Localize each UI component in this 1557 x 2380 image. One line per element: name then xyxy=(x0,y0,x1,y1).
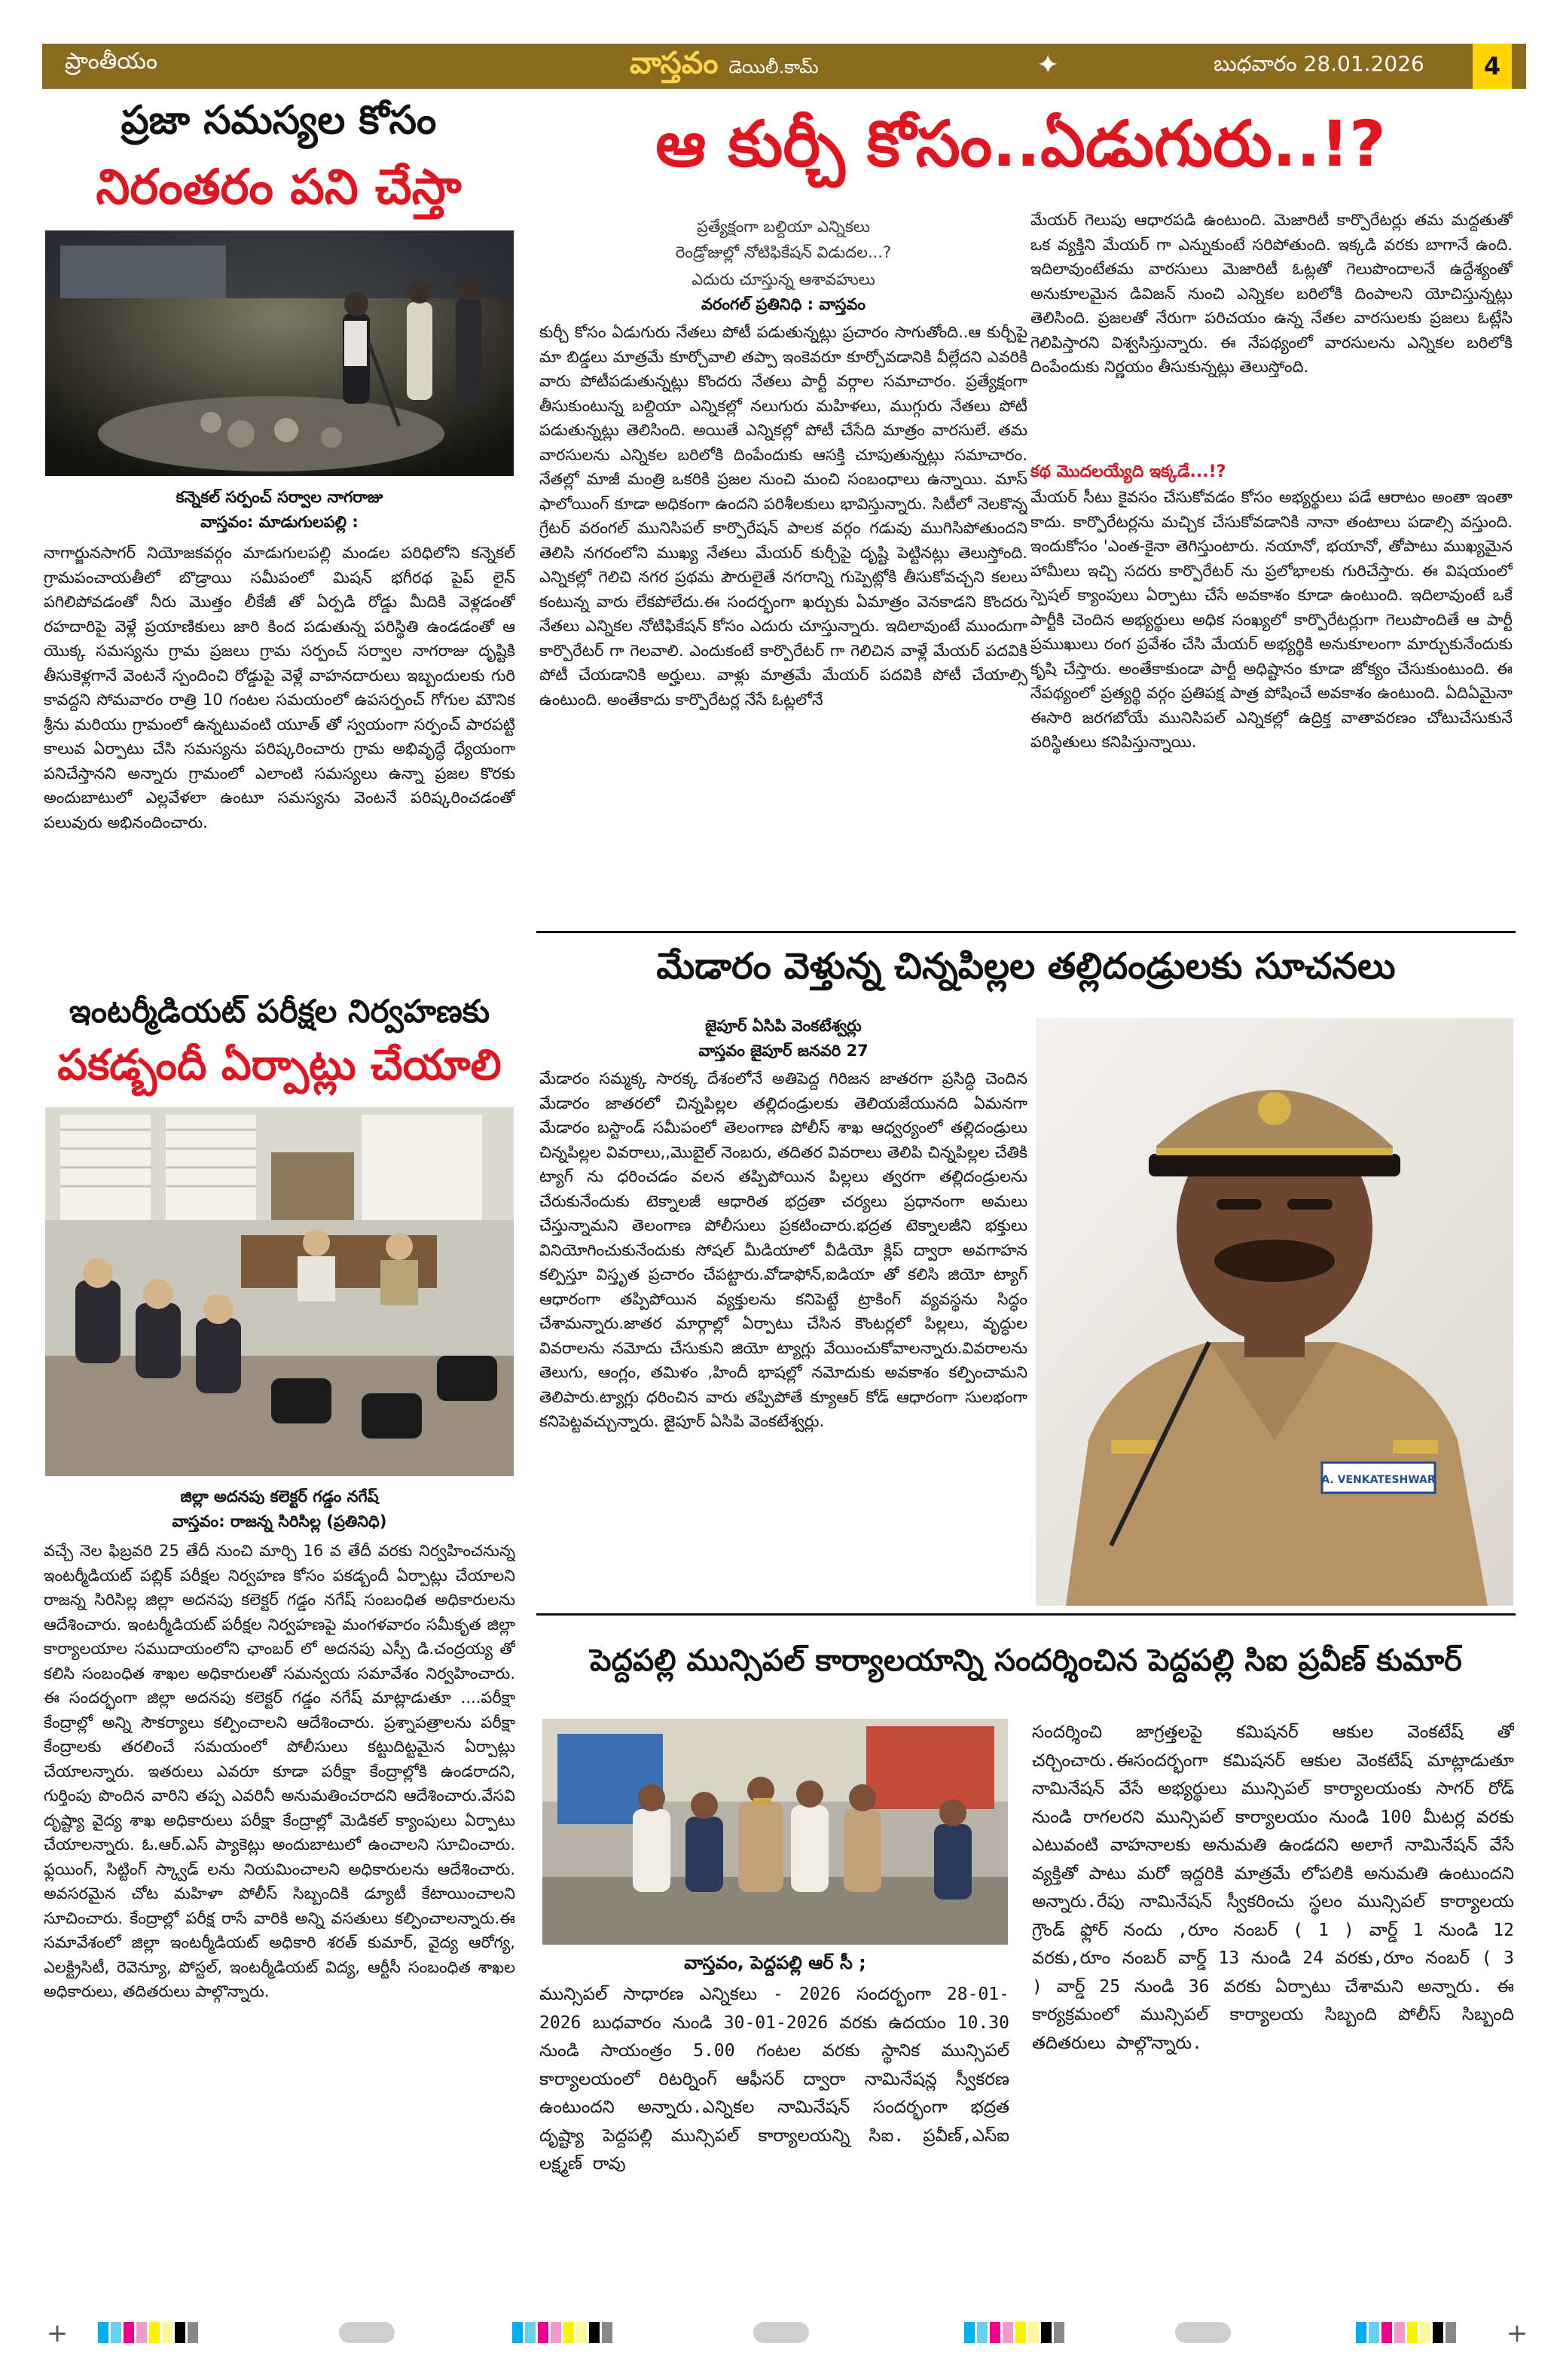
article3-body-col1: కుర్చీ కోసం ఏడుగురు నేతలు పోటీ పడుతున్నట్లు ప్రచారం సాగుతోంది..ఆ కుర్చీపై మా బిడ్డలు మాత్రమే కూర్చోవాలి తప్పా ఇంకెవరూ కూర్చోవడానికి వీల్లేదని ఎవరికి వారు పోటీపడుతున్నట్లు కొందరు నేతలు పార్టీ వర్గాల సమాచారం. ప్రత్యేక్షంగా తీసుకుంటున్న బల్దియా ఎన్నికల్లో నలుగురు మహిళలు, ముగ్గురు నేతలు పోటీ పడుతున్నట్లు తెలిసింది. అయితే ఎన్నికల్లో పోటీ చేసేది మాత్రం వారసులే. తమ వారసులను ఎన్నికల బరిలోకి దింపేందుకు ఆసక్తి చూపుతున్నట్లు సమాచారం. నేతల్లో మాజీ మంత్రి ఒకరికి ప్రజల నుంచి మంచి సంబంధాలు ఉన్నాయి. మాస్ ఫాలోయింగ్ కూడా అధికంగా ఉందని పరిశీలకులు భావిస్తున్నారు. సిటీలో నెలకొన్న గ్రేటర్ వరంగల్ మునిసిపల్ కార్పొరేషన్ పాలక వర్గం గడువు ముగిసిపోతుందని తెలిసి నగరంలోని ముఖ్య నేతలు మేయర్ కుర్చీపై దృష్టి పెట్టినట్లు తెలుస్తోంది. ఎన్నికల్లో గెలిచి నగర ప్రథమ పౌరులైతే నగరాన్ని గుప్పెట్లోకి తీసుకోవచ్చని కలలు కంటున్న వారు లేకపోలేదు.ఈ సందర్భంగా ఖర్చుకు ఏమాత్రం వెనకాడని కొందరు నేతలు ఎన్నికల నోటిఫికేషన్ కోసం ఎదురు చూస్తున్నారు. ఇదిలావుంటే ముందుగా కార్పొరేటర్ గా గెలవాలి. ఎందుకంటే కార్పొరేటర్ గా గెలిచిన వాళ్లే మేయర్ పదవికి పోటీ చేయడానికి అర్హులు. వాళ్లు మాత్రమే మేయర్ పదవికి పోటీ చేయాల్సి ఉంటుంది. అంతేకాదు కార్పొరేటర్ల నేసే ఓట్లలోనే xyxy=(539,323,1027,709)
section-label: ప్రాంతీయం xyxy=(65,48,158,75)
article5-dateline: వాస్తవం, పెద్దపల్లి ఆర్ సీ ; xyxy=(684,1952,866,1973)
gray-tab xyxy=(1175,2322,1231,2343)
article2-photo-caption: జిల్లా అదనపు కలెక్టర్ గడ్డం నగేష్ xyxy=(180,1488,379,1506)
article4-byline: జైపూర్ ఏసిపి వెంకటేశ్వర్లు xyxy=(705,1017,862,1035)
color-bar xyxy=(1356,2322,1458,2343)
article3-body-col2-b: మేయర్ సీటు కైవసం చేసుకోవడం కోసం అభ్యర్థులు పడే ఆరాటం అంతా ఇంతా కాదు. కార్పొరేటర్లను మచ్చిక చేసుకోవడానికి నానా తంటాలు పడాల్సి వస్తుంది. ఇందుకోసం 'ఎంత-కైనా తెగిస్తుంటారు. నయానో, భయానో, తోపాటు ముఖ్యమైన హామీలు ఇచ్చి సదరు కార్పొరేటర్ ను ప్రలోభాలకు గురిచేస్తారు. ఈ విషయంలో స్పెషల్ క్యాంపులు ఏర్పాటు చేసే అవకాశం కూడా ఉంటుంది. ఇదిలావుంటే ఒకే పార్టీకి చెందిన అభ్యర్థులు అధిక సంఖ్యలో కార్పొరేటర్లుగా గెలుపొందితే ఆ పార్టీ ప్రముఖులు రంగ ప్రవేశం చేసి మేయర్ అభ్యర్థికి అనుకూలంగా మార్చుకునేందుకు కృషి చేస్తారు. అంతేకాకుండా పార్టీ అధిష్టానం కూడా జోక్యం చేసుకుంటుంది. ఈ నేపథ్యంలో ప్రత్యర్థి వర్గం ప్రతిపక్ష పాత్ర పోషించే అవకాశం ఉంటుంది. ఏదిఏమైనా ఈసారి జరగబోయే మునిసిపల్ ఎన్నికల్లో ఉద్రిక్త వాతావరణం చోటుచేసుకునే పరిస్థితులు కనిపిస్తున్నాయి. xyxy=(1030,488,1513,751)
name-badge: A. VENKATESHWAR xyxy=(1321,1474,1436,1486)
issue-date: బుధవారం 28.01.2026 xyxy=(1214,51,1424,76)
article5-body-col2: సందర్శించి జాగ్రత్తలపై కమిషనర్ ఆకుల వెంకటేష్ తో చర్చించారు.ఈసందర్భంగా కమిషనర్ ఆకుల వెంకటేష్ మాట్లాడుతూ నామినేషన్ వేసే అభ్యర్థులు మున్సిపల్ కార్యాలయంకు సాగర్ రోడ్ నుండి రాగలరని మున్సిపల్ కార్యాలయం నుండి 100 మీటర్ల వరకు ఎటువంటి వాహనాలకు అనుమతి ఉండదని అలాగే నామినేషన్ వేసే వ్యక్తితో పాటు మరో ఇద్దరికి మాత్రమే లోపలికి అనుమతి ఉంటుందని అన్నారు.రేపు నామినేషన్ స్వీకరించు స్థలం మున్సిపల్ కార్యాలయ గ్రౌండ్ ఫ్లోర్ నందు ,రూం నంబర్ ( 1 ) వార్డ్ 1 నుండి 12 వరకు,రూం నంబర్ వార్డ్ 13 నుండి 24 వరకు,రూం నంబర్ ( 3 ) వార్డ్ 25 నుండి 36 వరకు ఏర్పాటు చేశామని అన్నారు. ఈ కార్యక్రమంలో మున్సిపల్ కార్యాలయ సిబ్బంది పోలీస్ సిబ్బంది తదితరులు పాల్గొన్నారు. xyxy=(1032,1722,1514,2053)
article3-subhead-line2: రెండ్రోజుల్లో నోటిఫికేషన్ విడుదల...? xyxy=(675,243,892,261)
article1-headline-line2: నిరంతరం పని చేస్తా xyxy=(96,160,462,215)
registration-mark-icon: + xyxy=(1506,2318,1528,2348)
divider-rule xyxy=(536,931,1516,933)
article3-red-subhead: కథ మొదలయ్యేది ఇక్కడే...!? xyxy=(1030,462,1226,481)
article2-body: వచ్చే నెల ఫిబ్రవరి 25 తేదీ నుంచి మార్చి 16 వ తేదీ వరకు నిర్వహించనున్న ఇంటర్మీడియట్ పబ్లిక్ పరీక్షల నిర్వహణ కోసం పకడ్బందీ ఏర్పాట్లు చేయాలని రాజన్న సిరిసిల్ల జిల్లా అదనపు కలెక్టర్ గడ్డం నగేష్ సంబంధిత అధికారులను ఆదేశించారు. ఇంటర్మీడియట్ పరీక్షల నిర్వహణపై మంగళవారం సమీకృత జిల్లా కార్యాలయాల సముదాయంలోని ఛాంబర్ లో అదనపు ఎస్పీ డి.చంద్రయ్య తో కలిసి సంబంధిత శాఖల అధికారులతో సమన్వయ సమావేశం నిర్వహించారు. ఈ సందర్భంగా జిల్లా అదనపు కలెక్టర్ గడ్డం నగేష్ మాట్లాడుతూ ....పరీక్షా కేంద్రాల్లో అన్ని సౌకర్యాలు కల్పించాలని ఆదేశించారు. ప్రశ్నాపత్రాలను పరీక్షా కేంద్రాలకు తరలించే సమయంలో పోలీసులు కట్టుదిట్టమైన ఏర్పాట్లు చేయాలన్నారు. ఇతరులు ఎవరూ కూడా పరీక్షా కేంద్రాల్లోకి ఉండరాదని, గుర్తింపు పొందిన వారిని తప్ప ఎవరినీ అనుమతించరాదని ఆదేశించారు.వేసవి దృష్ట్యా వైద్య శాఖ అధికారులు పరీక్షా కేంద్రాల్లో మెడికల్ క్యాంపులు ఏర్పాటు చేయాలన్నారు. ఓ.ఆర్.ఎస్ ప్యాకెట్లు అందుబాటులో ఉంచాలని సూచించారు. ఫ్లయింగ్, సిట్టింగ్ స్క్వాడ్ లను నియమించాలని అధికారులను ఆదేశించారు. అవసరమైన చోట మహిళా పోలీస్ సిబ్బందికి డ్యూటీ కేటాయించాలని సూచించారు. కేంద్రాల్లో పరీక్ష రాసే వారికి అన్ని వసతులు కల్పించాలన్నారు.ఈ సమావేశంలో జిల్లా ఇంటర్మీడియట్ అధికారి శరత్ కుమార్, వైద్య ఆరోగ్య, ఎలక్ట్రిసిటీ, రెవెన్యూ, పోస్టల్, ఇంటర్మీడియట్ విద్య, ఆర్టీసీ సంబంధిత శాఖల అధికారులు, తదితరులు పాల్గొన్నారు. xyxy=(44,1542,515,2000)
color-bar xyxy=(98,2322,200,2343)
article3-dateline: వరంగల్ ప్రతినిధి : వాస్తవం xyxy=(701,295,866,313)
article3-body-col2-a: మేయర్ గెలుపు ఆధారపడి ఉంటుంది. మెజారిటీ కార్పొరేటర్లు తమ మద్దతుతో ఒక వ్యక్తిని మేయర్ గా ఎన్నుకుంటే సరిపోతుంది. ఇక్కడి వరకు బాగానే ఉంది. ఇదిలావుంటేతమ వారసులు మెజారిటీ ఓట్లతో గెలుపొందాలనే ఉద్దేశ్యంతో అనుకూలమైన డివిజన్ నుంచి ఎన్నికల బరిలోకి దింపాలని యోచిస్తున్నట్లు తెలిసింది. ప్రజలతో నేరుగా పరిచయం ఉన్న నేతల వారసులకు ప్రజలు ఓట్లేసి గెలిపిస్తారని విశ్వసిస్తున్నారు. ఈ నేపథ్యంలో వారసులను ఎన్నికల బరిలోకి దింపేందుకు నిర్ణయం తీసుకున్నట్లు తెలుస్తోంది. xyxy=(1030,211,1513,376)
article1-headline-line1: ప్రజా సమస్యల కోసం xyxy=(121,98,437,143)
gray-tab xyxy=(753,2322,809,2343)
article5-photo xyxy=(542,1719,1008,1945)
article4-body: మేడారం సమ్మక్క సారక్క దేశంలోనే అతిపెద్ద గిరిజన జాతరగా ప్రసిద్ధి చెందిన మేడారం జాతరలో చిన్నపిల్లల తల్లిదండ్రులకు తెలియజేయునది ఏమనగా మేడారం బస్టాండ్ సమీపంలో తెలంగాణ పోలీస్ శాఖ ఆధ్వర్యంలో తల్లిదండ్రులు చిన్నపిల్లల వివరాలు,,మొబైల్ నెంబరు, తదితర వివరాలు తెలిపి చిన్నపిల్లల చేతికి ట్యాగ్ ను ధరించడం వలన తప్పిపోయిన పిల్లలు త్వరగా తల్లిదండ్రులను చేరుకునేందుకు టెక్నాలజీ ఆధారిత భద్రతా చర్యలు ప్రధానంగా అమలు చేస్తున్నామని తెలంగాణ పోలీసులు ప్రకటించారు.భద్రత టెక్నాలజీని భక్తులు వినియోగించుకునేందుకు సోషల్ మీడియాలో వీడియో క్లిప్ ద్వారా అవగాహన కల్పిస్తూ విస్తృత ప్రచారం చేపట్టారు.వోడాఫోన్,ఐడియా తో కలిసి జియో ట్యాగ్ ఆధారంగా తప్పిపోయిన వ్యక్తులను కనిపెట్టే ట్రాకింగ్ వ్యవస్థను సిద్ధం చేశామన్నారు.జాతర మార్గాల్లో ఏర్పాటు చేసిన కౌంటర్లలో పిల్లలు, వృద్ధుల వివరాలను నమోదు చేసుకుని జియో ట్యాగ్లు వేయించుకోవాలన్నారు.వివరాలను తెలుగు, ఆంగ్లం, తమిళం ,హిందీ భాషల్లో నమోదుకు అవకాశం కల్పించామని తెలిపారు.ట్యాగ్లు ధరించిన వారు తప్పిపోతే క్యూఆర్ కోడ్ ఆధారంగా సులభంగా కనిపెట్టవచ్చున్నారు. జైపూర్ ఏసిపి వెంకటేశ్వర్లు. xyxy=(539,1069,1027,1430)
article2-dateline: వాస్తవం: రాజన్న సిరిసిల్ల (ప్రతినిధి) xyxy=(172,1512,387,1530)
article1-photo-caption: కన్నెకల్ సర్పంచ్ సర్వాల నాగరాజు xyxy=(176,488,383,506)
article1-body: నాగార్జునసాగర్ నియోజకవర్గం మాడుగులపల్లి మండల పరిధిలోని కన్నెకల్ గ్రామపంచాయతీలో బొడ్రాయి సమీపంలో మిషన్ భగీరథ పైప్ లైన్ పగిలిపోవడంతో నీరు మొత్తం లీకేజీ తో ఏర్పడి రోడ్డు మీదికి వెళ్లడంతో రహదారిపై వెళ్లే ప్రయాణికులు జారి కింద పడుతున్న పరిస్థితి ఉండడంతో ఆ యొక్క సమస్యను గ్రామ ప్రజలు గ్రామ సర్పంచ్ సర్వాల నాగరాజు దృష్టికి తీసుకెళ్లగానే వెంటనే స్పందించి రోడ్డుపై వెళ్లే వాహనదారులు ఇబ్బందులకు గురి కావద్దని సోమవారం రాత్రి 10 గంటల సమయంలో ఉపసర్పంచ్ గోగుల మౌనిక శ్రీను మరియు గ్రామంలో ఉన్నటువంటి యూత్ తో స్వయంగా సర్పంచ్ పారపట్టి కాలువ ఏర్పాటు చేసి సమస్యను పరిష్కరించారు గ్రామ అభివృద్ధే ధ్యేయంగా పనిచేస్తానని అన్నారు గ్రామంలో ఎలాంటి సమస్యలు ఉన్నా ప్రజల కొరకు అందుబాటులో ఎల్లవేళలా ఉంటూ సమస్యను వెంటనే పరిష్కరించడంతో పలువురు అభినందించారు. xyxy=(44,544,515,831)
article2-photo xyxy=(45,1107,514,1476)
article4-headline: మేడారం వెళ్తున్న చిన్నపిల్లల తల్లిదండ్రులకు సూచనలు xyxy=(656,945,1396,987)
article5-body-col1: మున్సిపల్ సాధారణ ఎన్నికలు - 2026 సందర్భంగా 28-01-2026 బుధవారం నుండి 30-01-2026 వరకు ఉదయం 10.30 నుండి సాయంత్రం 5.00 గంటల వరకు స్థానిక మున్సిపల్ కార్యాలయంలో రిటర్నింగ్ ఆఫీసర్ ద్వారా నామినేషన్ల స్వీకరణ ఉంటుందని అన్నారు.ఎన్నికల నామినేషన్ సందర్భంగా భద్రత దృష్ట్యా పెద్దపల్లి మున్సిపల్ కార్యాలయన్ని సిఐ. ప్రవీణ్,ఎస్ఐ లక్ష్మణ్ రావు xyxy=(539,1985,1009,2174)
article4-dateline: వాస్తవం జైపూర్ జనవరి 27 xyxy=(698,1042,869,1060)
gray-tab xyxy=(339,2322,395,2343)
page-number: 4 xyxy=(1473,44,1512,89)
article3-headline: ఆ కుర్చీ కోసం..ఏడుగురు..!? xyxy=(655,107,1386,181)
color-bar xyxy=(964,2322,1067,2343)
brand-name: వాస్తవం డెయిలీ.కామ్ xyxy=(630,45,819,81)
divider-rule-2 xyxy=(536,1613,1516,1616)
article1-dateline: వాస్తవం: మాడుగులపల్లి : xyxy=(200,513,359,531)
article2-headline-line1: ఇంటర్మీడియట్ పరీక్షల నిర్వహణకు xyxy=(69,993,490,1030)
article3-subhead-line1: ప్రత్యేక్షంగా బల్దియా ఎన్నికలు xyxy=(697,218,870,236)
article3-subhead-line3: ఎదురు చూస్తున్న ఆశావహులు xyxy=(691,270,875,288)
bird-logo-icon: ✦ xyxy=(1036,50,1060,81)
article4-photo xyxy=(1036,1018,1513,1606)
masthead-bar xyxy=(42,44,1526,89)
article5-headline: పెద్దపల్లి మున్సిపల్ కార్యాలయాన్ని సందర్శించిన పెద్దపల్లి సిఐ ప్రవీణ్ కుమార్ xyxy=(590,1643,1462,1678)
color-bar xyxy=(512,2322,615,2343)
article2-headline-line2: పకడ్బందీ ఏర్పాట్లు చేయాలి xyxy=(57,1041,502,1090)
article1-photo xyxy=(45,230,514,476)
registration-mark-icon: + xyxy=(46,2318,69,2348)
